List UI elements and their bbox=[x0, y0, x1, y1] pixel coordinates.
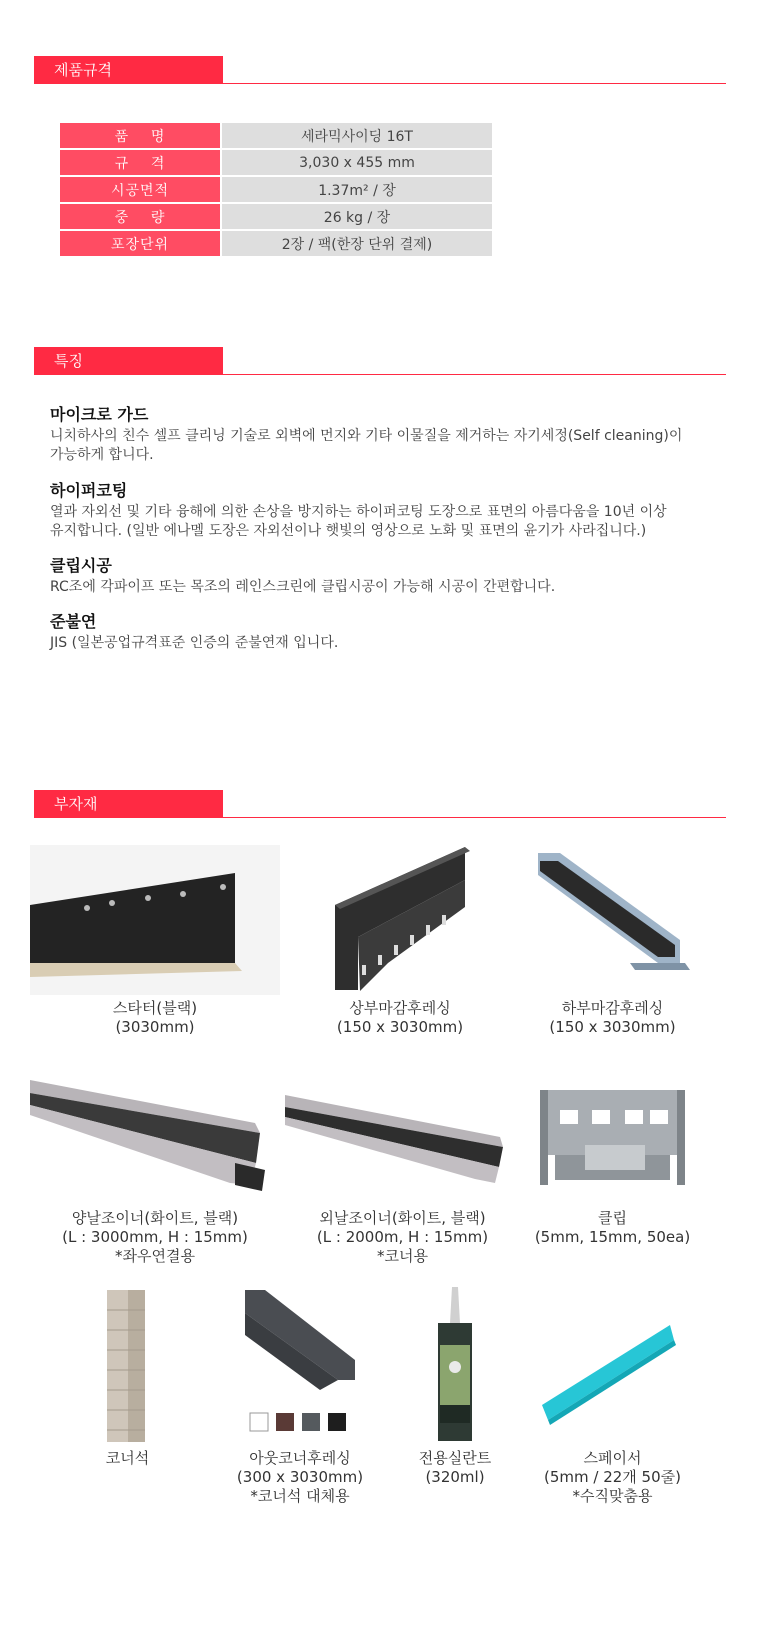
bottom-flashing-icon bbox=[530, 845, 695, 995]
accessory-item bbox=[400, 1285, 510, 1487]
accessory-label-line: (150 x 3030mm) bbox=[549, 1018, 676, 1036]
accessory-label-line: (5mm, 15mm, 50ea) bbox=[534, 1228, 691, 1246]
section-divider bbox=[223, 374, 726, 375]
spec-value: 3,030 x 455 mm bbox=[220, 150, 492, 175]
feature-desc-line: JIS (일본공업규격표준 인증의 준불연재 입니다. bbox=[50, 635, 339, 651]
section-title: 특징 bbox=[34, 347, 223, 375]
accessory-label-line: *좌우연결용 bbox=[115, 1247, 195, 1265]
double-joiner-icon bbox=[30, 1075, 280, 1205]
accessory-label-line: 아웃코너후레싱 bbox=[249, 1449, 351, 1467]
section-divider bbox=[223, 83, 726, 84]
feature-title: 클립시공 bbox=[50, 556, 112, 575]
spec-key: 중 량 bbox=[60, 204, 220, 229]
accessory-label-line: *수직맞춤용 bbox=[572, 1487, 653, 1505]
spec-key: 시공면적 bbox=[60, 177, 220, 202]
spec-key: 포장단위 bbox=[60, 231, 220, 256]
corner-stone-icon bbox=[70, 1285, 185, 1445]
feature-desc-line: 열과 자외선 및 기타 융해에 의한 손상을 방지하는 하이퍼코팅 도장으로 표면의 아름다움을 10년 이상 bbox=[50, 504, 667, 520]
feature-title: 준불연 bbox=[50, 612, 97, 631]
sealant-tube-icon bbox=[400, 1285, 510, 1445]
table-row bbox=[60, 150, 492, 175]
accessory-label-line: 스타터(블랙) bbox=[112, 999, 198, 1017]
feature-hyper-coating bbox=[50, 481, 730, 541]
table-row bbox=[60, 204, 492, 229]
section-title: 부자재 bbox=[34, 790, 223, 818]
accessory-label-line: (320ml) bbox=[425, 1468, 485, 1486]
clip-icon bbox=[530, 1075, 695, 1205]
table-row bbox=[60, 123, 492, 148]
accessory-label-line: (L : 2000m, H : 15mm) bbox=[316, 1228, 489, 1246]
feature-desc-line: 니치하사의 친수 셀프 클리닝 기술로 외벽에 먼지와 기타 이물질을 제거하는 자기세정(Self cleaning)이 bbox=[50, 428, 683, 444]
accessory-label-line: (3030mm) bbox=[115, 1018, 195, 1036]
accessory-label-line: *코너석 대체용 bbox=[250, 1487, 350, 1505]
feature-title: 하이퍼코팅 bbox=[50, 481, 128, 500]
accessory-label-line: 하부마감후레싱 bbox=[561, 999, 664, 1017]
feature-title: 마이크로 가드 bbox=[50, 405, 149, 424]
accessory-label-line: 클립 bbox=[598, 1209, 627, 1227]
spec-table bbox=[60, 121, 492, 258]
section-header-features bbox=[34, 347, 726, 375]
accessory-item bbox=[30, 845, 280, 1037]
spec-value: 26 kg / 장 bbox=[220, 204, 492, 229]
accessory-label-line: (300 x 3030mm) bbox=[236, 1468, 364, 1486]
feature-clip-install bbox=[50, 556, 730, 597]
accessory-label-line: 외날조이너(화이트, 블랙) bbox=[319, 1209, 486, 1227]
accessory-item bbox=[30, 1075, 280, 1266]
table-row bbox=[60, 177, 492, 202]
feature-desc-line: RC조에 각파이프 또는 목조의 레인스크린에 클립시공이 가능해 시공이 간편합니다. bbox=[50, 579, 556, 595]
accessory-item bbox=[230, 1285, 370, 1506]
feature-desc-line: 유지합니다. (일반 에나멜 도장은 자외선이나 햇빛의 영상으로 노화 및 표면의 윤기가 사라집니다.) bbox=[50, 523, 647, 539]
accessory-item bbox=[530, 1075, 695, 1247]
spec-value: 세라믹사이딩 16T bbox=[220, 123, 492, 148]
accessory-label-line: (L : 3000mm, H : 15mm) bbox=[62, 1228, 248, 1246]
starter-trim-icon bbox=[30, 845, 280, 995]
spec-value: 1.37m² / 장 bbox=[220, 177, 492, 202]
table-row bbox=[60, 231, 492, 256]
accessory-item bbox=[530, 845, 695, 1037]
accessory-item bbox=[285, 1075, 520, 1266]
feature-semi-nonflammable bbox=[50, 612, 730, 653]
accessory-label-line: 스페이서 bbox=[583, 1449, 642, 1467]
feature-desc-line: 가능하게 합니다. bbox=[50, 447, 154, 463]
section-divider bbox=[223, 817, 726, 818]
accessory-label-line: 전용실란트 bbox=[418, 1449, 492, 1467]
feature-micro-guard bbox=[50, 405, 730, 465]
accessory-label-line: 양날조이너(화이트, 블랙) bbox=[71, 1209, 239, 1227]
accessory-label-line: 상부마감후레싱 bbox=[349, 999, 451, 1017]
spec-value: 2장 / 팩(한장 단위 결제) bbox=[220, 231, 492, 256]
outer-corner-flashing-icon bbox=[230, 1285, 370, 1445]
section-title: 제품규격 bbox=[34, 56, 223, 84]
single-joiner-icon bbox=[285, 1075, 520, 1205]
top-flashing-icon bbox=[300, 845, 500, 995]
spacer-icon bbox=[530, 1285, 695, 1445]
section-header-spec bbox=[34, 56, 726, 84]
accessory-label-line: *코너용 bbox=[377, 1247, 428, 1265]
spec-key: 규 격 bbox=[60, 150, 220, 175]
section-header-accessories bbox=[34, 790, 726, 818]
accessory-label-line: 코너석 bbox=[105, 1449, 150, 1467]
accessory-label-line: (5mm / 22개 50줄) bbox=[544, 1468, 681, 1486]
accessory-item bbox=[530, 1285, 695, 1506]
spec-key: 품 명 bbox=[60, 123, 220, 148]
accessory-item bbox=[300, 845, 500, 1037]
accessory-item bbox=[70, 1285, 185, 1468]
accessory-label-line: (150 x 3030mm) bbox=[336, 1018, 464, 1036]
